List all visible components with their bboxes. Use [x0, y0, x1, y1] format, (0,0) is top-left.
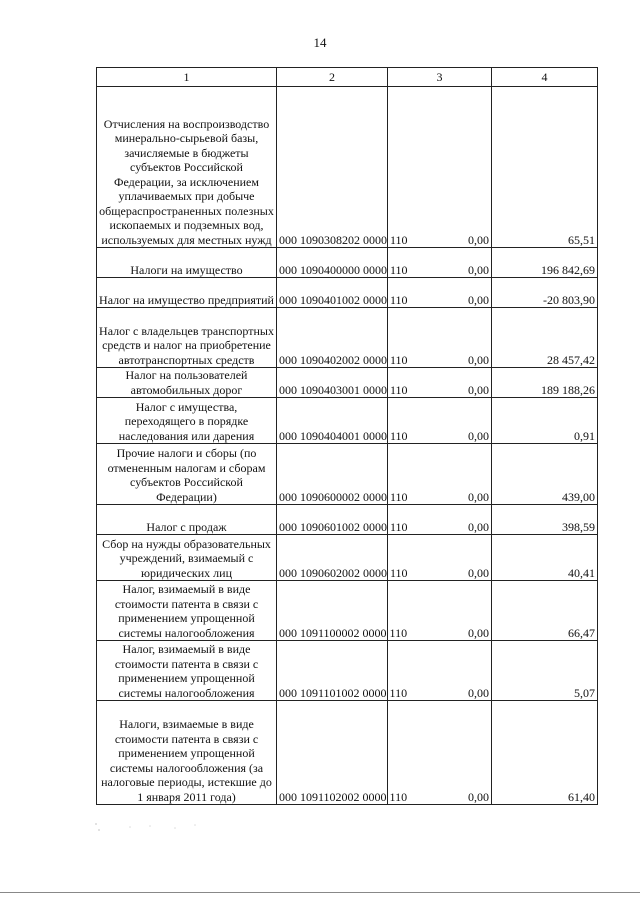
table-row: [97, 581, 598, 641]
row-name: Налог на пользователей автомобильных дорог: [97, 368, 277, 398]
row-col4: 189 188,26: [492, 368, 598, 398]
row-col4: 28 457,42: [492, 308, 598, 368]
row-name: Налоги, взимаемые в виде стоимости патента в связи с применением упрощенной системы налогообложения (за налоговые периоды, истекшие до 1 января 2011 года): [97, 701, 277, 805]
row-col3: 0,00: [388, 248, 492, 278]
row-col3: 0,00: [388, 398, 492, 444]
row-col4: 0,91: [492, 398, 598, 444]
row-name: Сбор на нужды образовательных учреждений, взимаемый с юридических лиц: [97, 535, 277, 581]
row-code: 000 1091101002 0000 110: [277, 641, 388, 701]
row-name: Налог на имущество предприятий: [97, 278, 277, 308]
row-code: 000 1090400000 0000 110: [277, 248, 388, 278]
row-col4: 66,47: [492, 581, 598, 641]
row-name: Налог с имущества, переходящего в порядке наследования или дарения: [97, 398, 277, 444]
row-name: Налог, взимаемый в виде стоимости патента в связи с применением упрощенной системы налогообложения: [97, 581, 277, 641]
row-code: 000 1090601002 0000 110: [277, 505, 388, 535]
row-col4: -20 803,90: [492, 278, 598, 308]
row-code: 000 1090403001 0000 110: [277, 368, 388, 398]
budget-table: [96, 67, 598, 805]
header-col-4: 4: [492, 68, 598, 87]
table-row: [97, 248, 598, 278]
row-code: 000 1090401002 0000 110: [277, 278, 388, 308]
table-row: [97, 535, 598, 581]
table-row: [97, 308, 598, 368]
row-code: 000 1090404001 0000 110: [277, 398, 388, 444]
header-col-2: 2: [277, 68, 388, 87]
row-col3: 0,00: [388, 581, 492, 641]
row-col3: 0,00: [388, 278, 492, 308]
row-code: 000 1090402002 0000 110: [277, 308, 388, 368]
row-col3: 0,00: [388, 505, 492, 535]
table-row: [97, 505, 598, 535]
row-col3: 0,00: [388, 641, 492, 701]
page-number: 14: [313, 35, 327, 50]
table-row: [97, 444, 598, 505]
row-name: Отчисления на воспроизводство минерально-сырьевой базы, зачисляемые в бюджеты субъектов Российской Федерации, за исключением уплачиваемых при добыче общераспространенных полезных ископаемых и подземных вод, используемых для местных нужд: [97, 87, 277, 248]
row-col4: 65,51: [492, 87, 598, 248]
header-col-3: 3: [388, 68, 492, 87]
row-code: 000 1091100002 0000 110: [277, 581, 388, 641]
row-col4: 439,00: [492, 444, 598, 505]
row-col4: 398,59: [492, 505, 598, 535]
row-col3: 0,00: [388, 444, 492, 505]
table-row: [97, 398, 598, 444]
row-code: 000 1090602002 0000 110: [277, 535, 388, 581]
row-code: 000 1090308202 0000 110: [277, 87, 388, 248]
table-header-row: [97, 68, 598, 87]
row-col4: 40,41: [492, 535, 598, 581]
table-row: [97, 87, 598, 248]
header-col-1: 1: [97, 68, 277, 87]
row-col3: 0,00: [388, 535, 492, 581]
row-name: Прочие налоги и сборы (по отмененным налогам и сборам субъектов Российской Федерации): [97, 444, 277, 505]
row-col3: 0,00: [388, 308, 492, 368]
row-code: 000 1091102002 0000 110: [277, 701, 388, 805]
table-row: [97, 368, 598, 398]
row-col4: 196 842,69: [492, 248, 598, 278]
row-col3: 0,00: [388, 701, 492, 805]
row-name: Налог с владельцев транспортных средств и налог на приобретение автотранспортных средств: [97, 308, 277, 368]
row-col4: 61,40: [492, 701, 598, 805]
table-row: [97, 701, 598, 805]
row-col3: 0,00: [388, 368, 492, 398]
row-name: Налог, взимаемый в виде стоимости патента в связи с применением упрощенной системы налогообложения: [97, 641, 277, 701]
row-name: Налог с продаж: [97, 505, 277, 535]
row-col4: 5,07: [492, 641, 598, 701]
row-name: Налоги на имущество: [97, 248, 277, 278]
row-col3: 0,00: [388, 87, 492, 248]
table-row: [97, 278, 598, 308]
table-row: [97, 641, 598, 701]
page-bottom-rule: [0, 892, 640, 893]
scan-smudge: [90, 818, 210, 838]
row-code: 000 1090600002 0000 110: [277, 444, 388, 505]
